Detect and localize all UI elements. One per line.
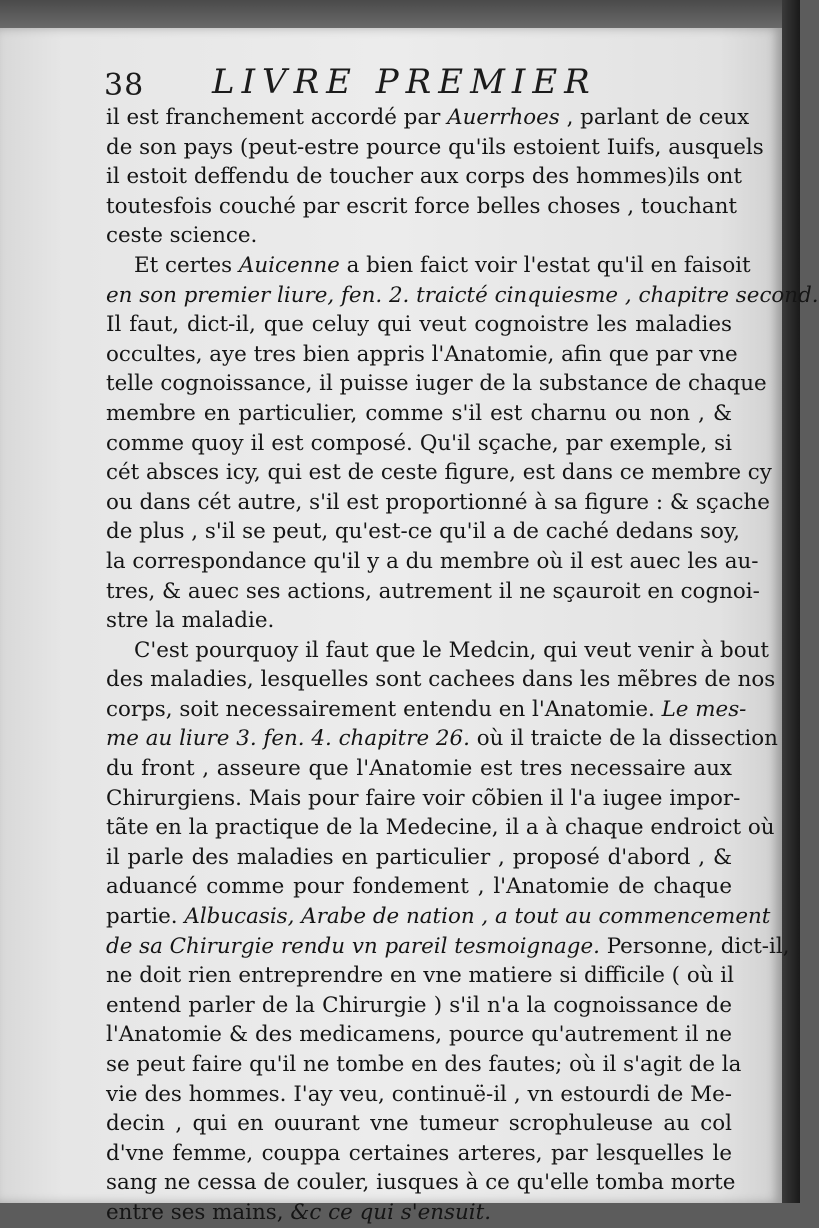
text-segment: corps, soit necessairement entendu en l'Anatomie. — [106, 696, 662, 722]
italic-segment: Auicenne — [238, 252, 340, 278]
text-segment: entre ses mains, — [106, 1199, 291, 1225]
text-line — [106, 665, 776, 695]
text-line — [106, 872, 732, 902]
text-segment: C'est pourquoy il faut que le Medcin, qui veut venir à bout — [134, 637, 769, 663]
text-line — [106, 1050, 742, 1080]
text-segment: cét absces icy, qui est de ceste figure, est dans ce membre cy — [106, 460, 772, 486]
text-segment: sang ne cessa de couler, iusques à ce qu'elle tomba morte — [106, 1170, 736, 1196]
text-line — [106, 1198, 732, 1228]
text-segment: il est franchement accordé par — [106, 105, 448, 130]
text-segment: ceste science. — [106, 223, 258, 249]
text-line — [106, 724, 778, 754]
text-line — [106, 429, 732, 459]
text-line — [106, 636, 769, 666]
page-header — [92, 62, 732, 102]
text-line — [106, 103, 750, 133]
text-segment: telle cognoissance, il puisse iuger de la substance de chaque — [106, 371, 767, 397]
text-segment: partie. — [106, 904, 185, 930]
text-segment: a bien faict voir l'estat qu'il en faisoit — [339, 252, 751, 278]
text-line — [106, 547, 759, 577]
text-line — [106, 399, 732, 429]
text-segment: Personne, dict-il, — [599, 933, 790, 959]
text-segment: ou dans cét autre, s'il est proportionné à sa figure : & sçache — [106, 489, 770, 515]
text-segment: de son pays (peut-estre pource qu'ils estoient Iuifs, ausquels — [106, 134, 764, 160]
text-line — [106, 1080, 732, 1110]
text-line — [106, 784, 741, 814]
italic-segment: en son premier liure, fen. 2. traicté cinquiesme , chapitre second. — [106, 282, 819, 308]
text-segment: de plus , s'il se peut, qu'est-ce qu'il a de caché dedans soy, — [106, 519, 740, 545]
text-line — [106, 754, 732, 784]
text-line — [106, 517, 740, 547]
text-line — [106, 458, 772, 488]
text-segment: toutesfois couché par escrit force belles choses , touchant — [106, 193, 738, 219]
text-segment: decin , qui en ouurant vne tumeur scrophuleuse au col — [106, 1111, 732, 1137]
text-segment: ne doit rien entreprendre en vne matiere si difficile ( où il — [106, 963, 734, 989]
text-segment: Il faut, dict-il, que celuy qui veut cognoistre les maladies — [106, 312, 732, 338]
running-title: LIVRE PREMIER — [212, 62, 597, 102]
text-segment: il parle des maladies en particulier , proposé d'abord , & — [106, 844, 732, 870]
text-line — [106, 221, 732, 251]
scan-top-edge — [0, 0, 800, 28]
text-segment: tãte en la practique de la Medecine, il a à chaque endroict où — [106, 815, 775, 841]
text-segment: du front , asseure que l'Anatomie est tres necessaire aux — [106, 756, 732, 782]
text-line — [106, 281, 819, 311]
italic-segment: de sa Chirurgie rendu vn pareil tesmoignage. — [106, 933, 600, 959]
italic-segment: Le mes- — [661, 696, 747, 722]
text-segment: occultes, aye tres bien appris l'Anatomie, afin que par vne — [106, 341, 738, 367]
text-segment: se peut faire qu'il ne tombe en des fautes; où il s'agit de la — [106, 1052, 742, 1077]
text-line — [106, 340, 738, 370]
text-line — [106, 961, 732, 991]
text-segment: où il traicte de la dissection — [469, 726, 778, 752]
text-segment: membre en particulier, comme s'il est charnu ou non , & — [106, 400, 732, 426]
text-line — [106, 369, 767, 399]
text-segment: il estoit deffendu de toucher aux corps des hommes)ils ont — [106, 164, 742, 190]
text-line — [106, 695, 747, 725]
italic-segment: me au liure 3. fen. 4. chapitre 26. — [106, 726, 470, 752]
text-line — [106, 1168, 736, 1198]
text-line — [106, 606, 732, 636]
text-line — [106, 1020, 732, 1050]
text-segment: vie des hommes. I'ay veu, continuë-il , vn estourdi de Me- — [106, 1081, 732, 1107]
text-segment: des maladies, lesquelles sont cachees dans les mẽbres de nos — [106, 667, 776, 693]
text-line — [106, 843, 732, 873]
text-line — [106, 1139, 732, 1169]
text-line — [106, 133, 764, 163]
text-line — [106, 310, 732, 340]
text-segment: aduancé comme pour fondement , l'Anatomie de chaque — [106, 874, 732, 900]
text-segment: Chirurgiens. Mais pour faire voir cõbien il l'a iugee impor- — [106, 785, 741, 811]
text-segment: l'Anatomie & des medicamens, pource qu'autrement il ne — [106, 1022, 732, 1048]
body-text — [106, 103, 819, 1228]
page-number: 38 — [104, 68, 145, 103]
text-segment: stre la maladie. — [106, 608, 275, 634]
text-line — [106, 577, 760, 607]
text-line — [106, 932, 790, 962]
italic-segment: &c ce qui s'ensuit. — [290, 1199, 492, 1225]
text-segment: , parlant de ceux — [559, 105, 750, 130]
text-line — [106, 902, 771, 932]
text-segment: Et certes — [134, 252, 239, 278]
text-line — [106, 813, 775, 843]
text-segment: la correspondance qu'il y a du membre où il est auec les au- — [106, 548, 759, 574]
text-line — [106, 991, 732, 1021]
italic-segment: Albucasis, Arabe de nation , a tout au commencement — [184, 904, 771, 930]
text-segment: comme quoy il est composé. Qu'il sçache, par exemple, si — [106, 430, 732, 456]
text-line — [106, 1109, 732, 1139]
text-line — [106, 251, 751, 281]
text-segment: d'vne femme, couppa certaines arteres, par lesquelles le — [106, 1140, 732, 1166]
scan-right-edge — [782, 0, 800, 1203]
text-line — [106, 192, 738, 222]
italic-segment: Auerrhoes — [447, 105, 560, 130]
text-line — [106, 488, 770, 518]
text-segment: entend parler de la Chirurgie ) s'il n'a la cognoissance de — [106, 992, 732, 1018]
text-segment: tres, & auec ses actions, autrement il ne sçauroit en cognoi- — [106, 578, 760, 604]
text-line — [106, 162, 742, 192]
